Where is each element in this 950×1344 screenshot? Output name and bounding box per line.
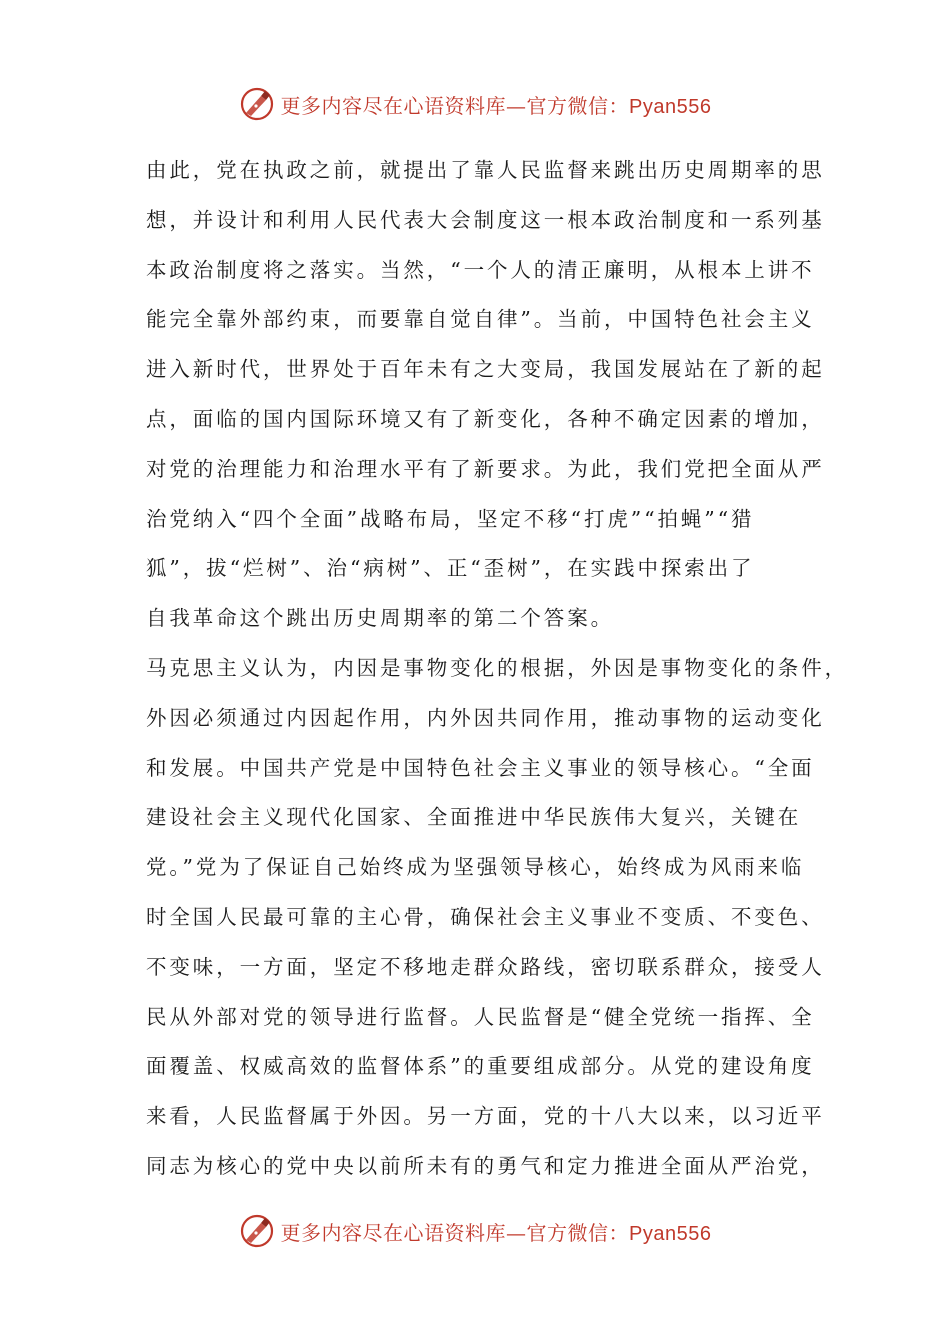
header-banner bbox=[0, 82, 950, 126]
text-line: 本政治制度将之落实。当然，“一个人的清正廉明，从根本上讲不 bbox=[146, 257, 815, 282]
banner-wechat-id: Pyan556 bbox=[629, 1222, 712, 1245]
text-line: 能完全靠外部约束，而要靠自觉自律”。当前，中国特色社会主义 bbox=[146, 307, 815, 332]
text-line: 点，面临的国内国际环境又有了新变化，各种不确定因素的增加， bbox=[146, 406, 825, 431]
text-line: 自我革命这个跳出历史周期率的第二个答案。 bbox=[146, 606, 614, 631]
text-line: 进入新时代，世界处于百年未有之大变局，我国发展站在了新的起 bbox=[146, 357, 825, 382]
text-line: 来看，人民监督属于外因。另一方面，党的十八大以来，以习近平 bbox=[146, 1104, 825, 1129]
banner-wechat-id: Pyan556 bbox=[629, 95, 712, 118]
banner-slogan: 更多内容尽在心语资料库 bbox=[280, 1220, 507, 1245]
footer-banner bbox=[0, 1209, 950, 1253]
text-line: 民从外部对党的领导进行监督。人民监督是“健全党统一指挥、全 bbox=[146, 1004, 815, 1029]
text-line: 由此，党在执政之前，就提出了靠人民监督来跳出历史周期率的思 bbox=[146, 158, 825, 182]
text-line: 治党纳入“四个全面”战略布局，坚定不移“打虎”“拍蝇”“猎 bbox=[146, 506, 755, 531]
banner-separator: — bbox=[506, 1220, 527, 1245]
banner-slogan: 更多内容尽在心语资料库 bbox=[280, 93, 507, 118]
banner-text bbox=[281, 90, 712, 119]
text-line: 同志为核心的党中央以前所未有的勇气和定力推进全面从严治党， bbox=[146, 1153, 825, 1178]
text-line: 时全国人民最可靠的主心骨，确保社会主义事业不变质、不变色、 bbox=[146, 904, 825, 929]
text-line: 马克思主义认为，内因是事物变化的根据，外因是事物变化的条件， bbox=[146, 655, 848, 680]
text-line: 狐”，拔“烂树”、治“病树”、正“歪树”，在实践中探索出了 bbox=[146, 556, 755, 581]
document-body bbox=[146, 146, 848, 1192]
text-line: 建设社会主义现代化国家、全面推进中华民族伟大复兴，关键在 bbox=[146, 805, 802, 830]
text-line: 党。”党为了保证自己始终成为坚强领导核心，始终成为风雨来临 bbox=[146, 855, 805, 880]
banner-separator: — bbox=[506, 93, 527, 118]
text-line: 想，并设计和利用人民代表大会制度这一根本政治制度和一系列基 bbox=[146, 207, 825, 232]
text-line: 不变味，一方面，坚定不移地走群众路线，密切联系群众，接受人 bbox=[146, 954, 825, 979]
banner-wechat-label: 官方微信： bbox=[526, 1220, 630, 1245]
banner-wechat-label: 官方微信： bbox=[526, 93, 630, 118]
banner-text bbox=[281, 1217, 712, 1246]
pen-nib-circle-logo-icon bbox=[239, 1213, 275, 1249]
text-line: 外因必须通过内因起作用，内外因共同作用，推动事物的运动变化 bbox=[146, 705, 825, 730]
text-line: 对党的治理能力和治理水平有了新要求。为此，我们党把全面从严 bbox=[146, 456, 825, 481]
text-line: 和发展。中国共产党是中国特色社会主义事业的领导核心。“全面 bbox=[146, 755, 815, 780]
text-line: 面覆盖、权威高效的监督体系”的重要组成部分。从党的建设角度 bbox=[146, 1054, 815, 1079]
pen-nib-circle-logo-icon bbox=[239, 86, 275, 122]
